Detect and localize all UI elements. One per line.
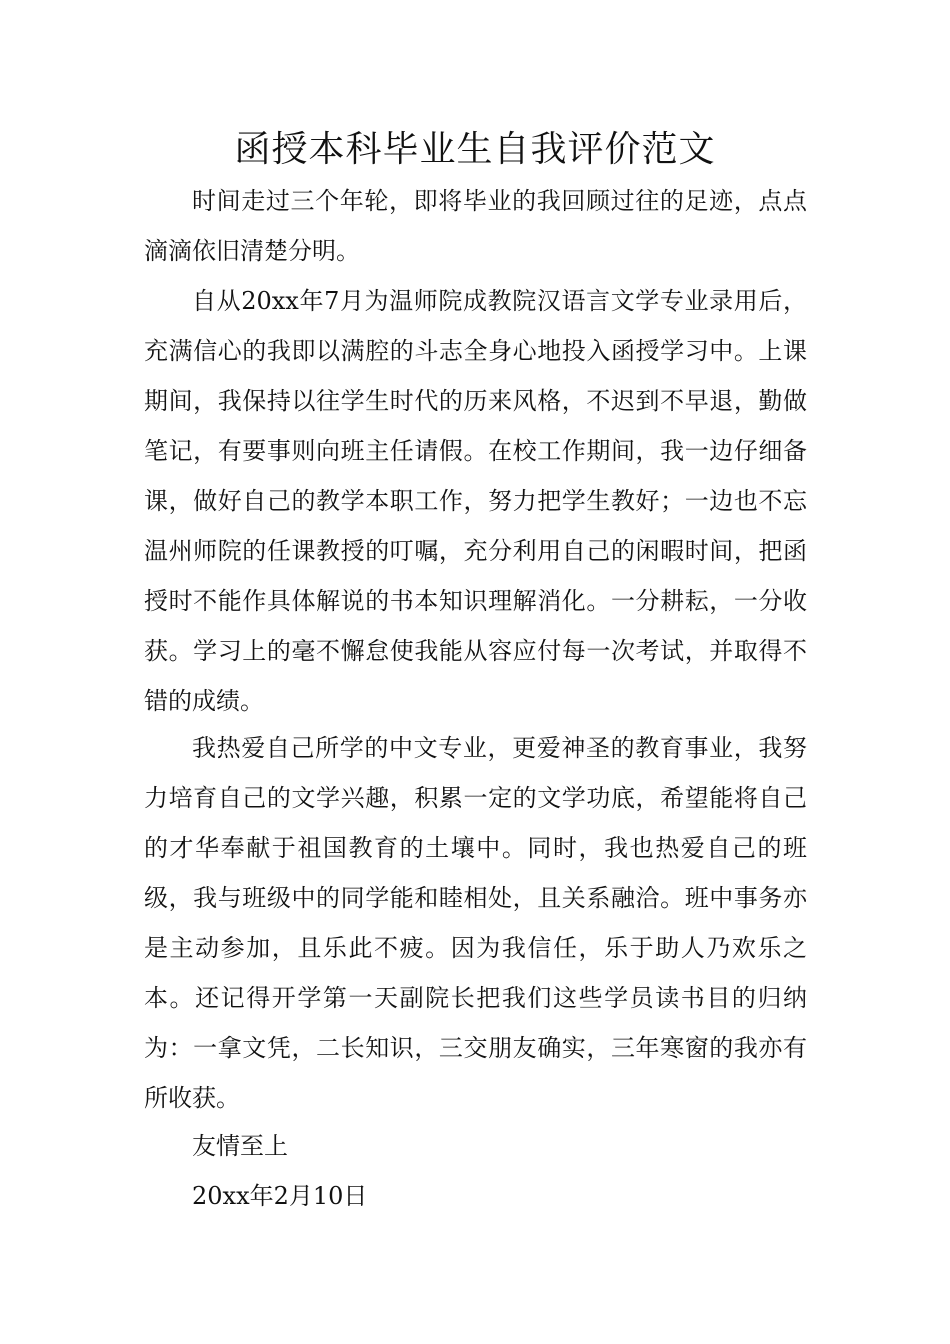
paragraph-text: 自从20xx年7月为温师院成教院汉语言文学专业录用后，充满信心的我即以满腔的斗志全身心地投入函授学习中。上课期间，我保持以往学生时代的历来风格，不迟到不早退，勤做笔记，有要事则向班主任请假。在校工作期间，我一边仔细备课，做好自己的教学本职工作，努力把学生教好；一边也不忘温州师院的任课教授的叮嘱，充分利用自己的闲暇时间，把函授时不能作具体解说的书本知识理解消化。一分耕耘，一分收获。学习上的毫不懈怠使我能从容应付每一次考试，并取得不错的成绩。 [144,287,807,715]
paragraph-intro [144,176,807,276]
closing-line: 友情至上 [192,1132,288,1160]
paragraph-major [144,723,807,1123]
paragraph-study [144,276,807,726]
paragraph-text: 我热爱自己所学的中文专业，更爱神圣的教育事业，我努力培育自己的文学兴趣，积累一定的文学功底，希望能将自己的才华奉献于祖国教育的土壤中。同时，我也热爱自己的班级，我与班级中的同学能和睦相处，且关系融洽。班中事务亦是主动参加，且乐此不疲。因为我信任，乐于助人乃欢乐之本。还记得开学第一天副院长把我们这些学员读书目的归纳为：一拿文凭，二长知识，三交朋友确实，三年寒窗的我亦有所收获。 [144,734,807,1112]
paragraph-text: 时间走过三个年轮，即将毕业的我回顾过往的足迹，点点滴滴依旧清楚分明。 [144,187,807,265]
document-date: 20xx年2月10日 [192,1182,368,1210]
document-title: 函授本科毕业生自我评价范文 [234,129,716,170]
